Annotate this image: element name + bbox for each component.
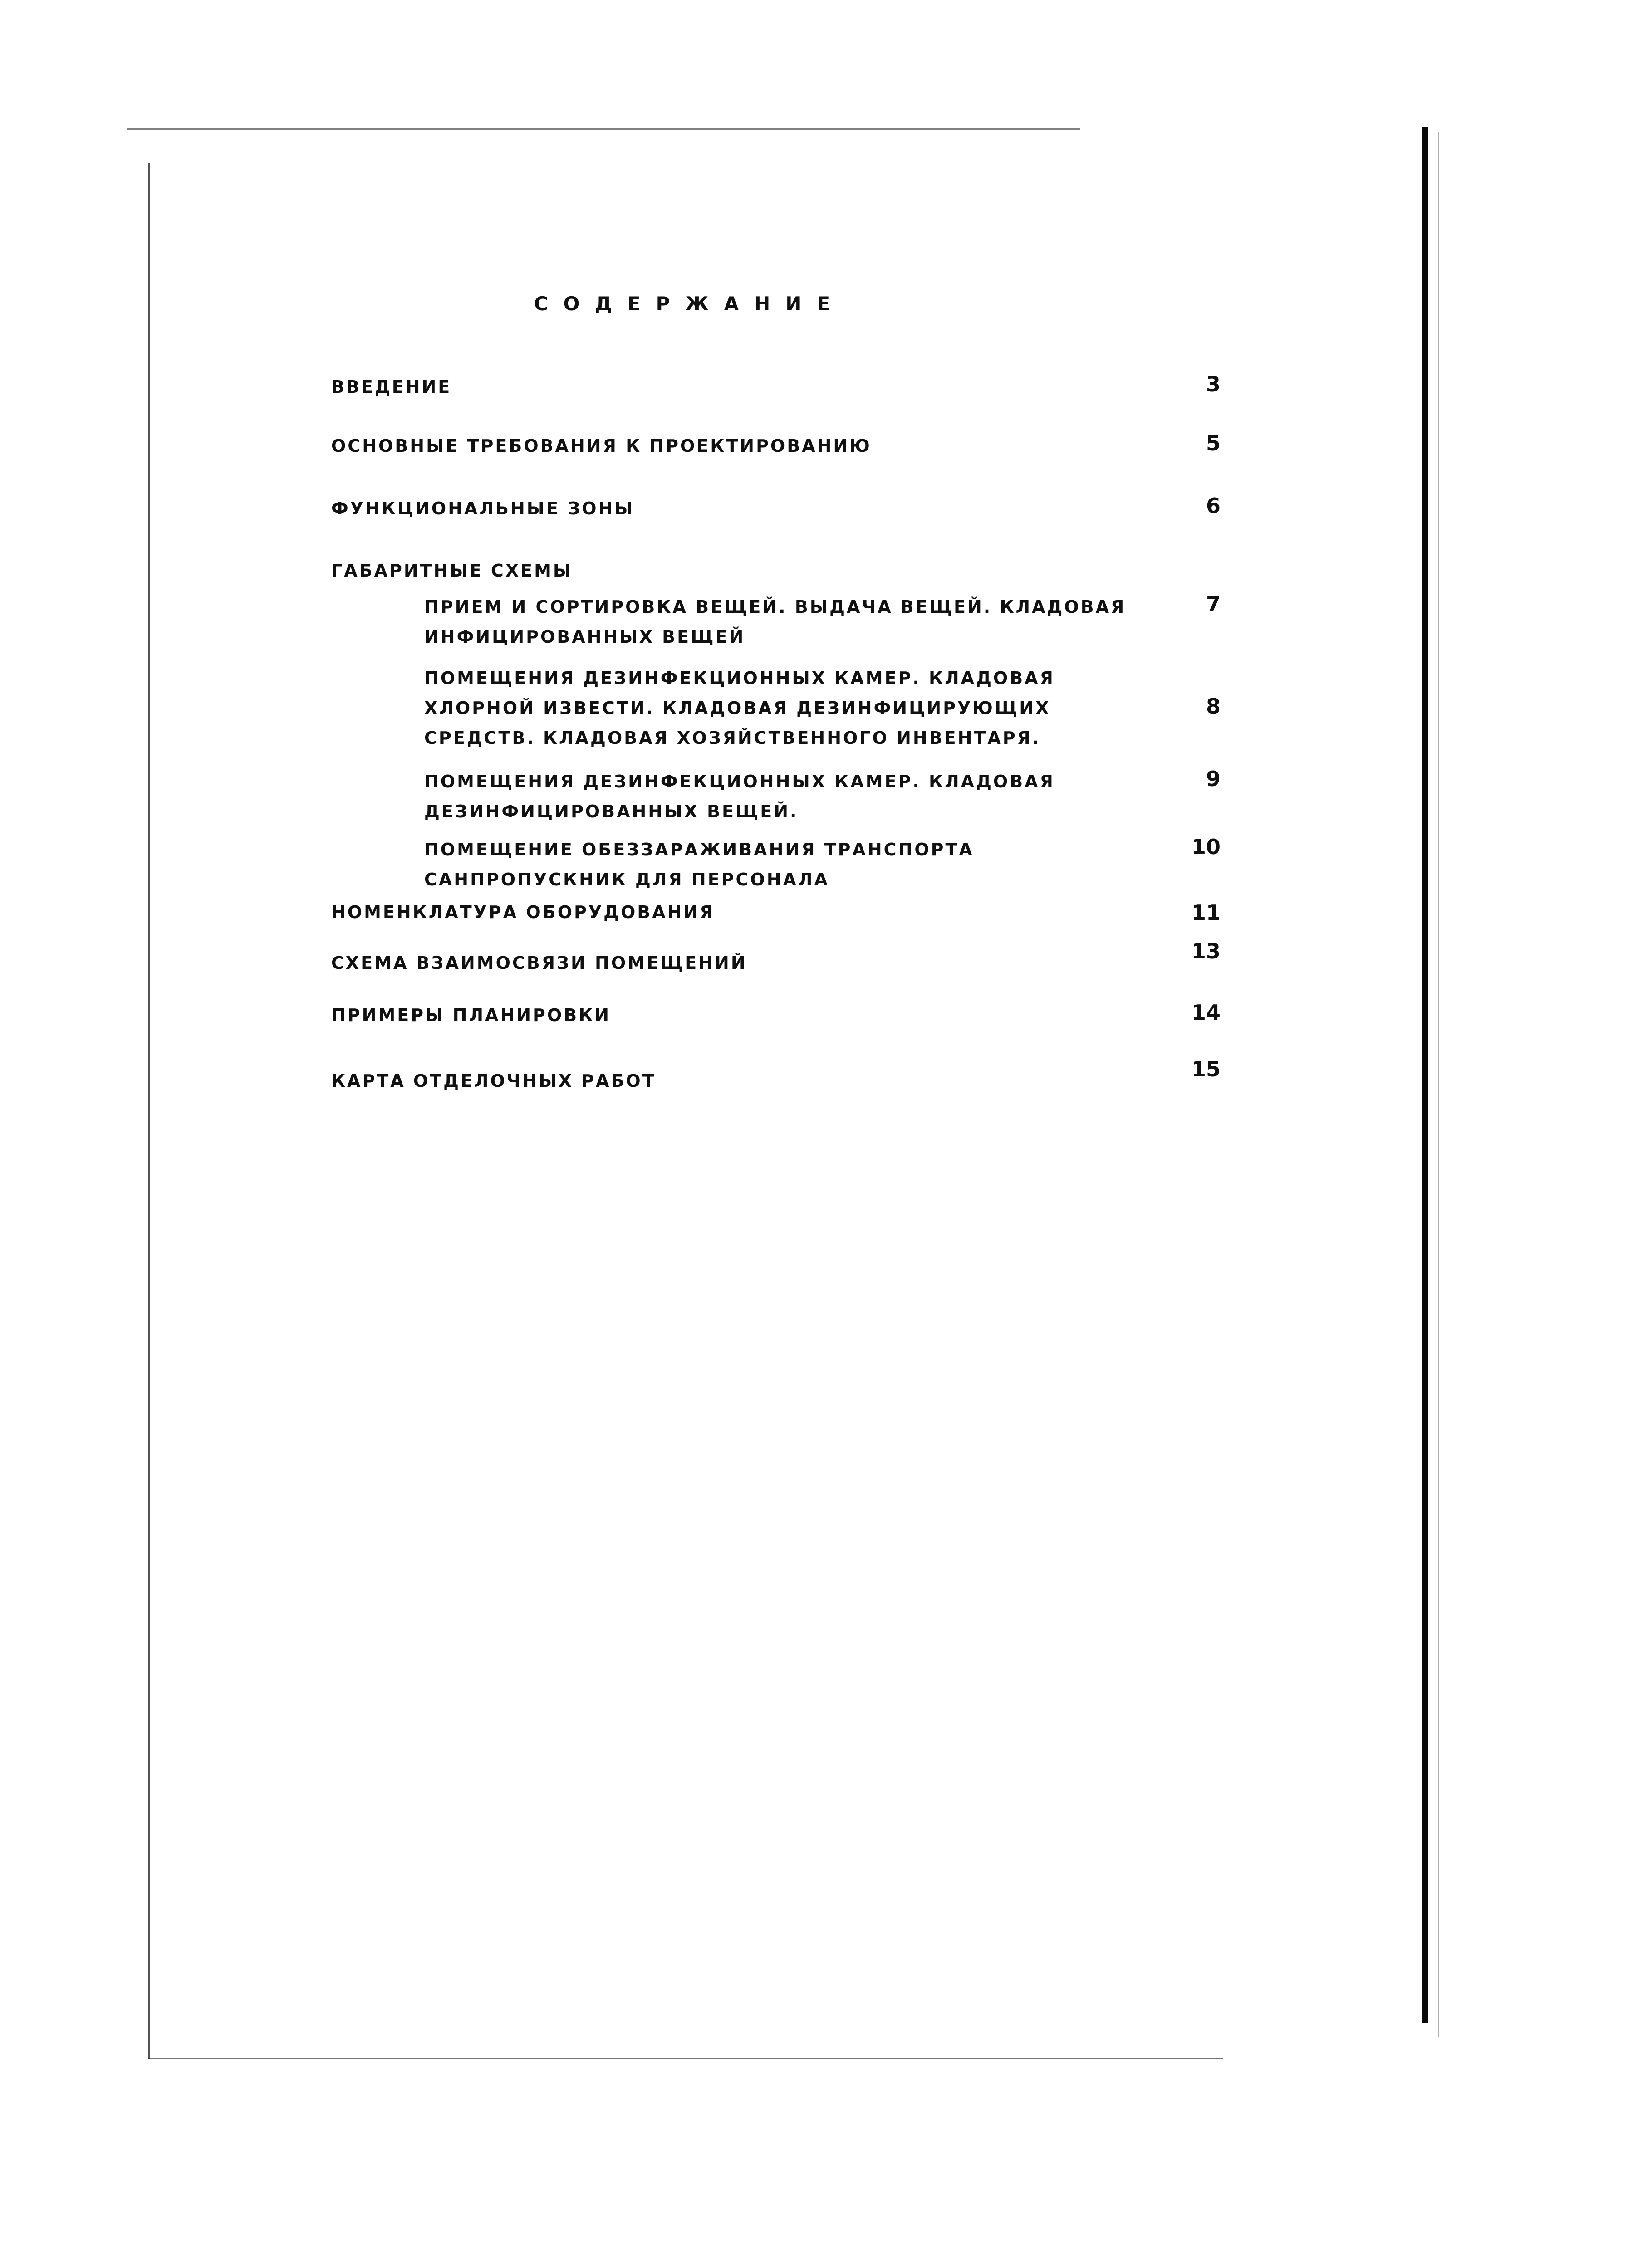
scan-frame-right-edge [1438,132,1439,2037]
toc-page-number: 6 [1206,494,1221,518]
toc-entry-text: ГАБАРИТНЫЕ СХЕМЫ [331,561,573,581]
toc-section-dimension-schemes [331,556,1239,586]
toc-page-number: 11 [1191,900,1221,925]
toc-page-number: 10 [1191,835,1221,859]
toc-entry-text: ПОМЕЩЕНИЯ ДЕЗИНФЕКЦИОННЫХ КАМЕР. КЛАДОВАЯ ХЛОРНОЙ ИЗВЕСТИ. КЛАДОВАЯ ДЕЗИНФИЦИРУЮЩИХ СРЕДСТВ. КЛАДОВАЯ ХОЗЯЙСТВЕННОГО ИНВЕНТАРЯ. [424,668,1055,748]
toc-subentry-disinfection-chambers-1 [424,663,1132,753]
toc-entry-room-relations [331,948,1239,978]
scan-frame-right [1422,127,1428,2023]
toc-page-number: 8 [1206,694,1221,719]
toc-entry-text: КАРТА ОТДЕЛОЧНЫХ РАБОТ [331,1071,656,1091]
scan-frame-bottom [148,2058,1223,2059]
toc-page-number: 15 [1191,1057,1221,1081]
toc-entry-finishing-works [331,1066,1239,1096]
toc-entry-layout-examples [331,1000,1239,1030]
toc-page-number: 13 [1191,939,1221,963]
toc-entry-functional-zones [331,494,1239,523]
toc-page-number: 9 [1206,767,1221,791]
page-title: СОДЕРЖАНИЕ [534,293,846,315]
toc-entry-text: ПРИЕМ И СОРТИРОВКА ВЕЩЕЙ. ВЫДАЧА ВЕЩЕЙ. КЛАДОВАЯ ИНФИЦИРОВАННЫХ ВЕЩЕЙ [424,597,1126,647]
toc-entry-text: ПРИМЕРЫ ПЛАНИРОВКИ [331,1005,611,1025]
toc-entry-text: ФУНКЦИОНАЛЬНЫЕ ЗОНЫ [331,499,634,518]
toc-page-number: 3 [1206,372,1221,396]
toc-subentry-reception [424,592,1132,652]
toc-page-number: 14 [1191,1000,1221,1025]
toc-entry-text: НОМЕНКЛАТУРА ОБОРУДОВАНИЯ [331,902,715,922]
toc-subentry-disinfection-chambers-2 [424,767,1132,826]
toc-entry-requirements [331,431,1239,461]
toc-page-number: 5 [1206,431,1221,455]
toc-entry-equipment-nomenclature [331,897,1239,927]
toc-entry-text: ПОМЕЩЕНИЯ ДЕЗИНФЕКЦИОННЫХ КАМЕР. КЛАДОВАЯ ДЕЗИНФИЦИРОВАННЫХ ВЕЩЕЙ. [424,772,1055,821]
toc-subentry-transport-decontamination [424,835,1132,894]
scan-frame-top [127,128,1080,130]
toc-entry-text: ПОМЕЩЕНИЕ ОБЕЗЗАРАЖИВАНИЯ ТРАНСПОРТА САНПРОПУСКНИК ДЛЯ ПЕРСОНАЛА [424,840,974,890]
toc-entry-introduction [331,372,1239,402]
toc-entry-text: СХЕМА ВЗАИМОСВЯЗИ ПОМЕЩЕНИЙ [331,953,747,973]
toc-page-number: 7 [1206,592,1221,616]
toc-entry-text: ОСНОВНЫЕ ТРЕБОВАНИЯ К ПРОЕКТИРОВАНИЮ [331,436,872,456]
scan-frame-left [148,163,150,2059]
toc-entry-text: ВВЕДЕНИЕ [331,377,452,397]
